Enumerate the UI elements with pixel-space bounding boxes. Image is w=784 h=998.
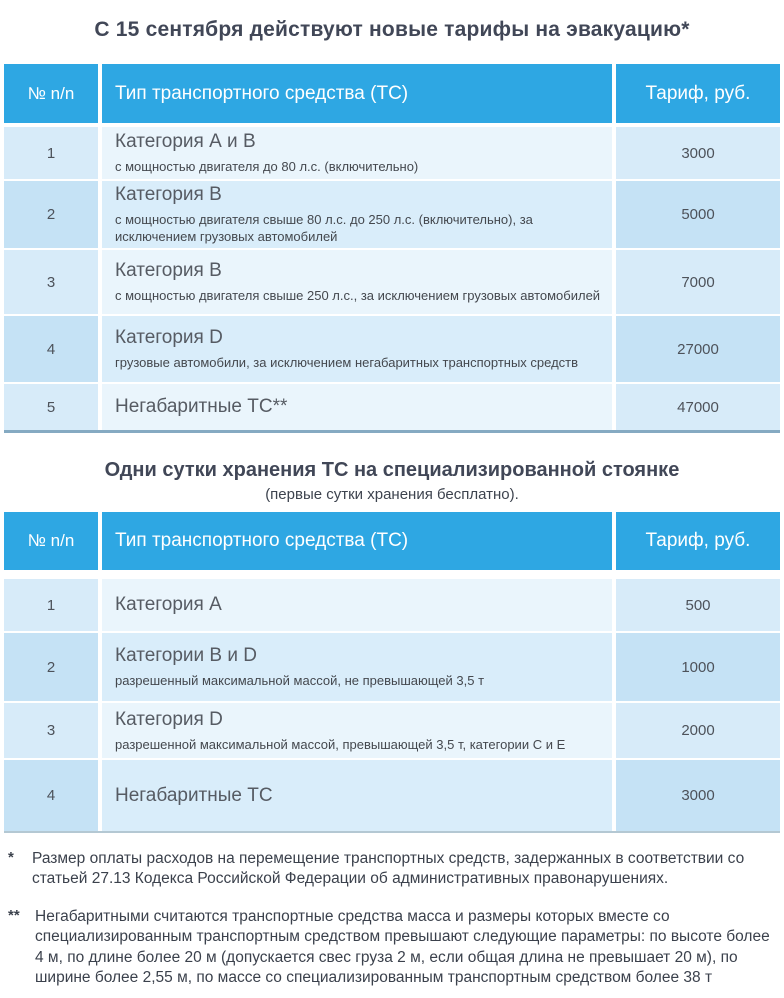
vehicle-type-cell xyxy=(102,384,612,430)
tariff-value: 47000 xyxy=(616,384,780,430)
category-name: Категория В xyxy=(115,260,222,282)
table-row xyxy=(4,316,780,384)
header-vehicle-type-column: Тип транспортного средства (ТС) xyxy=(102,64,612,123)
tariff-value: 2000 xyxy=(616,703,780,758)
vehicle-type-cell xyxy=(102,760,612,831)
row-number: 5 xyxy=(4,384,98,430)
category-name: Категория А и В xyxy=(115,131,256,153)
header-number-column: № n/n xyxy=(4,64,98,123)
row-number: 3 xyxy=(4,250,98,314)
category-name: Категория D xyxy=(115,708,223,730)
category-description: разрешенный максимальной массой, не превышающей 3,5 т xyxy=(115,673,485,689)
table-row xyxy=(4,760,780,831)
row-number: 4 xyxy=(4,760,98,831)
category-name: Негабаритные ТС xyxy=(115,784,273,806)
category-name: Категория D xyxy=(115,327,223,349)
header-tariff-column: Тариф, руб. xyxy=(616,64,780,123)
category-name: Категория В xyxy=(115,184,222,206)
vehicle-type-cell xyxy=(102,250,612,314)
vehicle-type-cell xyxy=(102,703,612,758)
tariff-value: 500 xyxy=(616,579,780,631)
footnote-evacuation xyxy=(8,849,774,890)
row-number: 4 xyxy=(4,316,98,382)
category-description: грузовые автомобили, за исключением негабаритных транспортных средств xyxy=(115,355,579,371)
table-row xyxy=(4,703,780,760)
evacuation-tariffs-table xyxy=(4,64,780,433)
storage-tariffs-table xyxy=(4,512,780,833)
table-row xyxy=(4,127,780,181)
row-number: 1 xyxy=(4,127,98,179)
tariff-value: 3000 xyxy=(616,760,780,831)
tariff-value: 1000 xyxy=(616,633,780,701)
table-row xyxy=(4,384,780,430)
category-description: с мощностью двигателя свыше 80 л.с. до 250 л.с. (включительно), за исключением грузовых автомобилей xyxy=(115,211,533,245)
row-number: 2 xyxy=(4,181,98,248)
category-description: с мощностью двигателя свыше 250 л.с., за исключением грузовых автомобилей xyxy=(115,288,601,304)
category-description: разрешенной максимальной массой, превышающей 3,5 т, категории С и Е xyxy=(115,736,566,752)
row-number: 3 xyxy=(4,703,98,758)
vehicle-type-cell xyxy=(102,316,612,382)
footnote-oversized xyxy=(8,907,774,989)
table-header-row xyxy=(4,512,780,574)
footnote-text: Негабаритными считаются транспортные средства масса и размеры которых вместе со специализированным транспортным средством превышают следующие параметры: по высоте более 4 м, по длине более 20 м (допускается свес груза 2 м, если общая длина не превышает 20 м), по ширине более 2,55 м, по массе со специализированным транспортным средством более 38 т xyxy=(35,907,770,987)
tariff-value: 27000 xyxy=(616,316,780,382)
category-name: Категории В и D xyxy=(115,645,257,667)
row-number: 1 xyxy=(4,579,98,631)
category-description: с мощностью двигателя до 80 л.с. (включительно) xyxy=(115,159,419,175)
vehicle-type-cell xyxy=(102,633,612,701)
header-tariff-column: Тариф, руб. xyxy=(616,512,780,570)
vehicle-type-cell xyxy=(102,127,612,179)
tariff-value: 5000 xyxy=(616,181,780,248)
storage-section-subtitle: (первые сутки хранения бесплатно). xyxy=(265,486,519,503)
footnote-text: Размер оплаты расходов на перемещение транспортных средств, задержанных в соответствии со статьей 27.13 Кодекса Российской Федерации об административных правонарушениях. xyxy=(32,850,745,888)
header-number-column: № n/n xyxy=(4,512,98,570)
category-name: Негабаритные ТС** xyxy=(115,396,288,418)
tariff-value: 3000 xyxy=(616,127,780,179)
footnote-marker: * xyxy=(8,849,14,866)
table-row xyxy=(4,250,780,316)
table-header-row xyxy=(4,64,780,127)
table-row xyxy=(4,579,780,633)
storage-section-title: Одни сутки хранения ТС на специализированной стоянке xyxy=(104,459,680,481)
page-title: С 15 сентября действуют новые тарифы на эвакуацию* xyxy=(94,18,690,41)
tariff-value: 7000 xyxy=(616,250,780,314)
vehicle-type-cell xyxy=(102,181,612,248)
row-number: 2 xyxy=(4,633,98,701)
header-vehicle-type-column: Тип транспортного средства (ТС) xyxy=(102,512,612,570)
footnote-marker: ** xyxy=(8,906,20,924)
vehicle-type-cell xyxy=(102,579,612,631)
table-row xyxy=(4,181,780,250)
category-name: Категория А xyxy=(115,594,222,616)
table-row xyxy=(4,633,780,703)
footnotes xyxy=(0,833,784,989)
